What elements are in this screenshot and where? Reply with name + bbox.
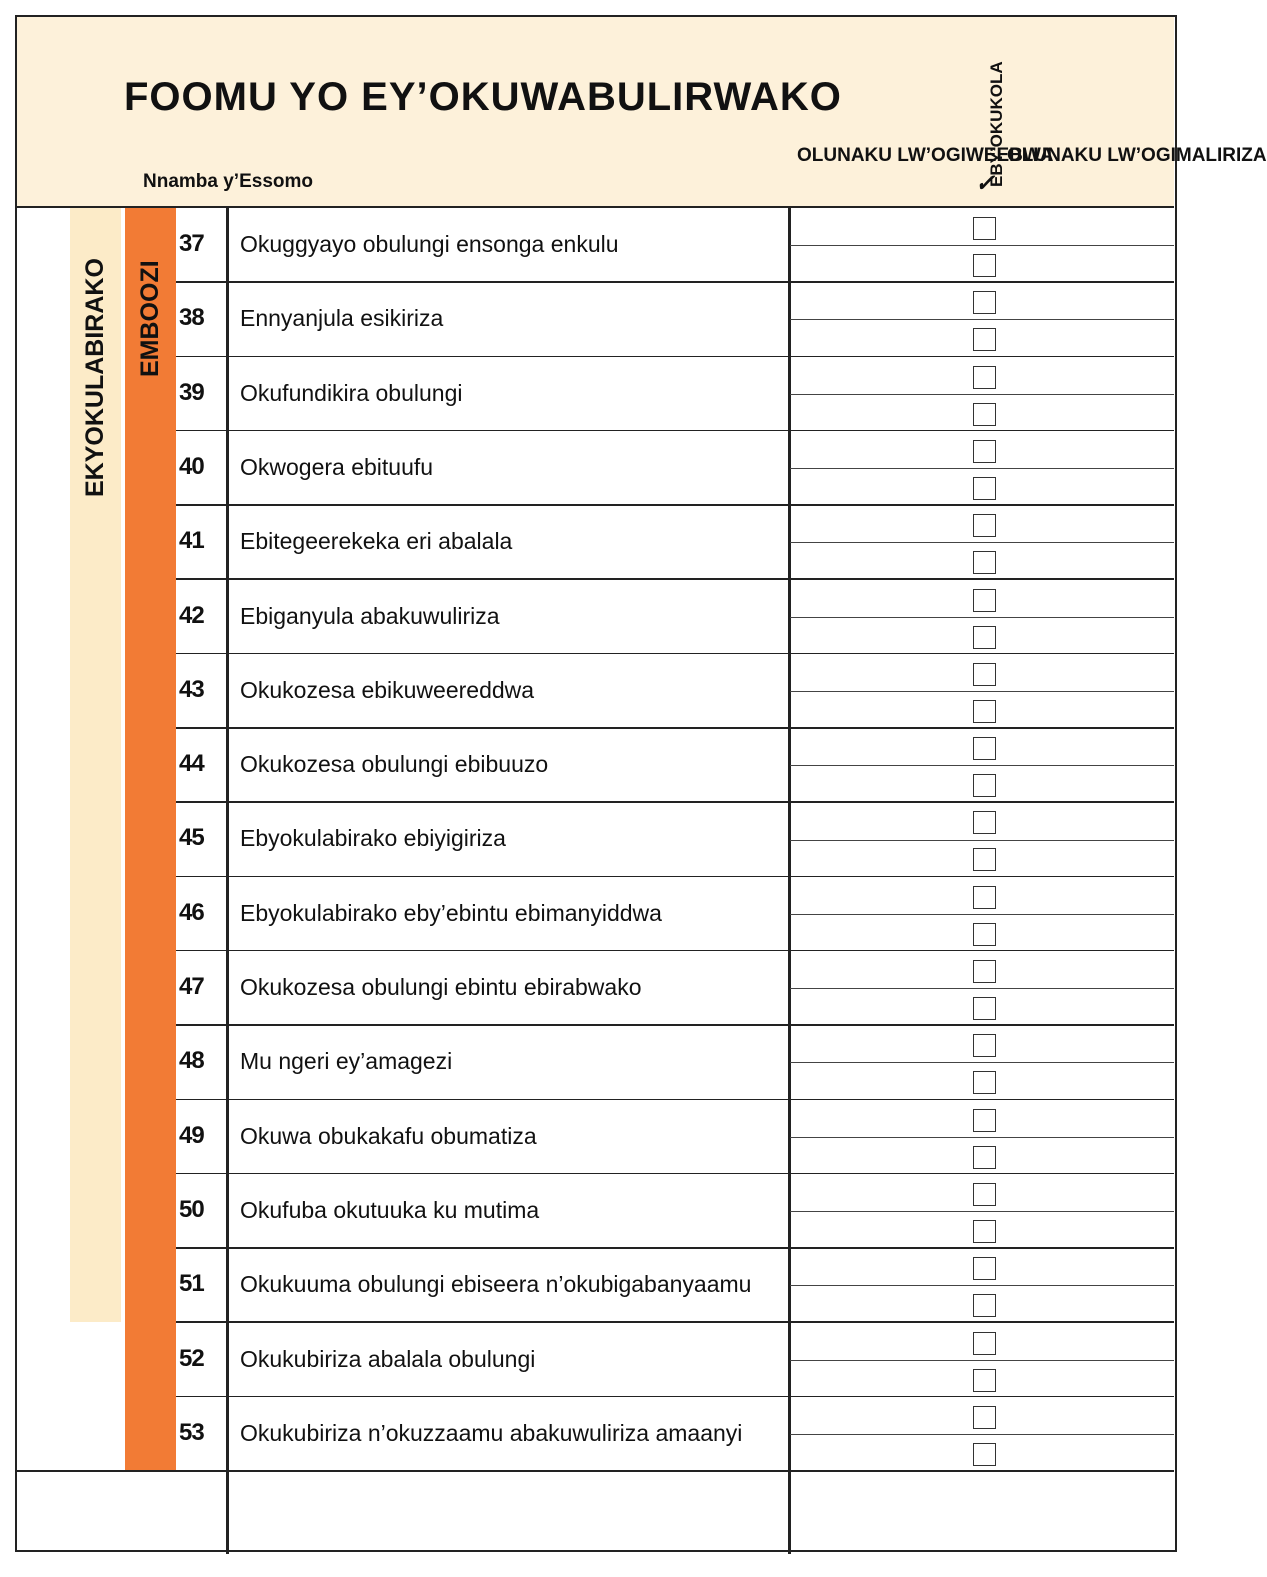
section-label-outer: EKYOKULABIRAKO — [81, 258, 109, 497]
lesson-number: 43 — [179, 675, 204, 703]
check-mark-icon: ✓ — [975, 170, 996, 197]
row-subdivider — [790, 468, 1174, 469]
lesson-row — [176, 1174, 1174, 1248]
lesson-row — [176, 1248, 1174, 1322]
assignment-checkbox-second[interactable] — [973, 1146, 996, 1169]
lesson-title: Okufuba okutuuka ku mutima — [240, 1196, 540, 1223]
lesson-row — [176, 1397, 1174, 1471]
assignment-checkbox-second[interactable] — [973, 774, 996, 797]
assignment-checkbox-second[interactable] — [973, 923, 996, 946]
assignment-checkbox-second[interactable] — [973, 1220, 996, 1243]
assignment-header: EBY’OKUKOLA — [987, 61, 1006, 187]
lesson-row — [176, 951, 1174, 1025]
lesson-number: 50 — [179, 1195, 204, 1223]
assignment-checkbox-second[interactable] — [973, 254, 996, 277]
lesson-title: Okukubiriza abalala obulungi — [240, 1345, 536, 1372]
lesson-number: 51 — [179, 1270, 204, 1298]
lesson-title: Ebyokulabirako ebiyigiriza — [240, 825, 506, 852]
lesson-row — [176, 1025, 1174, 1099]
assignment-checkbox-second[interactable] — [973, 1071, 996, 1094]
row-subdivider — [790, 319, 1174, 320]
lesson-row — [176, 282, 1174, 356]
assignment-checkbox-first[interactable] — [973, 811, 996, 834]
lesson-row — [176, 728, 1174, 802]
lesson-title: Okukozesa obulungi ebintu ebirabwako — [240, 974, 642, 1000]
row-subdivider — [790, 1285, 1174, 1286]
lesson-number: 42 — [179, 601, 204, 629]
row-subdivider — [790, 1062, 1174, 1063]
assignment-checkbox-first[interactable] — [973, 960, 996, 983]
lesson-title: Okukozesa ebikuweereddwa — [240, 676, 535, 703]
lesson-number: 48 — [179, 1047, 204, 1075]
assignment-checkbox-second[interactable] — [973, 328, 996, 351]
lesson-number: 40 — [179, 452, 204, 480]
lesson-number: 44 — [179, 750, 204, 778]
assignment-checkbox-second[interactable] — [973, 626, 996, 649]
lesson-number: 39 — [179, 378, 204, 406]
lesson-row — [176, 654, 1174, 728]
lesson-row — [176, 1323, 1174, 1397]
lesson-title: Mu ngeri ey’amagezi — [240, 1048, 453, 1075]
row-subdivider — [790, 1434, 1174, 1435]
assignment-checkbox-second[interactable] — [973, 551, 996, 574]
form-title: FOOMU YO EY’OKUWABULIRWAKO — [124, 75, 842, 119]
lesson-title: Okukozesa obulungi ebibuuzo — [240, 751, 549, 778]
assignment-checkbox-second[interactable] — [973, 477, 996, 500]
lesson-row — [176, 431, 1174, 505]
lesson-number: 46 — [179, 898, 204, 926]
row-subdivider — [790, 840, 1174, 841]
assignment-checkbox-first[interactable] — [973, 663, 996, 686]
assignment-checkbox-first[interactable] — [973, 217, 996, 240]
assignment-checkbox-second[interactable] — [973, 403, 996, 426]
assignment-checkbox-second[interactable] — [973, 1369, 996, 1392]
assignment-checkbox-first[interactable] — [973, 1406, 996, 1429]
row-subdivider — [790, 617, 1174, 618]
date-given-label: OLUNAKU LW’OGIWEEBWA — [797, 145, 1054, 166]
row-subdivider — [790, 1211, 1174, 1212]
row-subdivider — [790, 914, 1174, 915]
assignment-checkbox-second[interactable] — [973, 1443, 996, 1466]
lesson-number: 45 — [179, 824, 204, 852]
assignment-checkbox-second[interactable] — [973, 997, 996, 1020]
assignment-checkbox-first[interactable] — [973, 514, 996, 537]
lesson-row — [176, 877, 1174, 951]
lesson-title: Okuwa obukakafu obumatiza — [240, 1122, 537, 1149]
lesson-number: 52 — [179, 1344, 204, 1372]
lesson-row — [176, 1100, 1174, 1174]
row-subdivider — [790, 542, 1174, 543]
assignment-checkbox-first[interactable] — [973, 737, 996, 760]
lesson-row — [176, 208, 1174, 282]
assignment-checkbox-second[interactable] — [973, 848, 996, 871]
section-band-inner — [125, 208, 176, 1471]
lesson-title: Okufundikira obulungi — [240, 379, 463, 406]
assignment-checkbox-first[interactable] — [973, 366, 996, 389]
assignment-checkbox-first[interactable] — [973, 886, 996, 909]
lesson-row — [176, 505, 1174, 579]
row-subdivider — [790, 691, 1174, 692]
assignment-checkbox-first[interactable] — [973, 1034, 996, 1057]
lesson-title: Ebitegeerekeka eri abalala — [240, 528, 513, 555]
date-completed-label: OLUNAKU LW’OGIMALIRIZA — [1007, 145, 1267, 166]
row-subdivider — [790, 245, 1174, 246]
lesson-row — [176, 802, 1174, 876]
section-label-inner: EMBOOZI — [136, 260, 164, 377]
lesson-title: Okukubiriza n’okuzzaamu abakuwuliriza amaanyi — [240, 1419, 743, 1446]
lesson-title: Ebiganyula abakuwuliriza — [240, 602, 500, 629]
lesson-title: Okukuuma obulungi ebiseera n’okubigabanyaamu — [240, 1271, 752, 1298]
lesson-number-label: Nnamba y’Essomo — [143, 171, 313, 192]
lesson-row — [176, 580, 1174, 654]
lesson-title: Ebyokulabirako eby’ebintu ebimanyiddwa — [240, 899, 662, 926]
lesson-title: Ennyanjula esikiriza — [240, 305, 444, 332]
assignment-checkbox-first[interactable] — [973, 1332, 996, 1355]
assignment-checkbox-second[interactable] — [973, 700, 996, 723]
row-subdivider — [790, 988, 1174, 989]
lesson-number: 53 — [179, 1418, 204, 1446]
assignment-checkbox-first[interactable] — [973, 589, 996, 612]
row-subdivider — [790, 1360, 1174, 1361]
assignment-checkbox-second[interactable] — [973, 1294, 996, 1317]
lesson-number: 41 — [179, 527, 204, 555]
lesson-title: Okwogera ebituufu — [240, 453, 434, 480]
assignment-checkbox-first[interactable] — [973, 1183, 996, 1206]
row-subdivider — [790, 765, 1174, 766]
assignment-form — [15, 15, 1267, 1552]
lesson-number: 37 — [179, 230, 204, 257]
lesson-title: Okuggyayo obulungi ensonga enkulu — [240, 231, 619, 257]
lesson-row — [176, 357, 1174, 431]
assignment-checkbox-first[interactable] — [973, 1257, 996, 1280]
assignment-checkbox-first[interactable] — [973, 440, 996, 463]
assignment-checkbox-first[interactable] — [973, 291, 996, 314]
row-subdivider — [790, 1137, 1174, 1138]
assignment-checkbox-first[interactable] — [973, 1109, 996, 1132]
row-subdivider — [790, 394, 1174, 395]
lesson-number: 38 — [179, 304, 204, 332]
date-given-header — [797, 141, 1054, 170]
lesson-number: 49 — [179, 1121, 204, 1149]
form-header — [17, 17, 1267, 208]
date-completed-header — [1007, 141, 1267, 170]
lesson-number: 47 — [179, 973, 204, 1000]
